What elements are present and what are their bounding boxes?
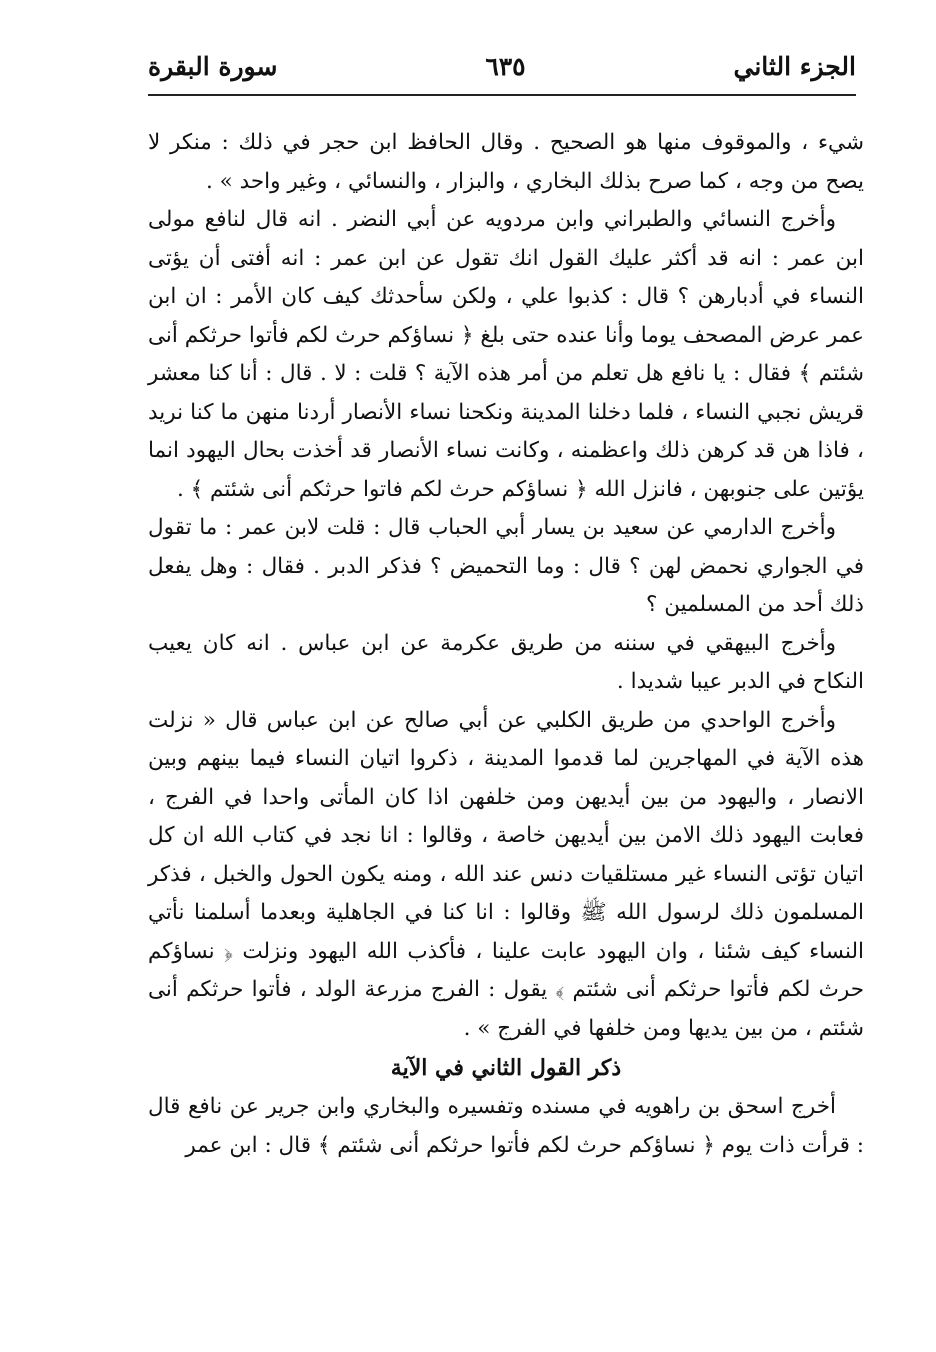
surah-title: سورة البقرة: [148, 51, 278, 81]
body-text: [148, 124, 864, 1165]
volume-title: الجزء الثاني: [733, 51, 856, 81]
paragraph: وأخرج الواحدي من طريق الكلبي عن أبي صالح عن ابن عباس قال « نزلت هذه الآية في المهاجرين لما قدموا المدينة ، ذكروا اتيان النساء فيما بينهم وبين الانصار ، واليهود من بين أيديهن ومن خلفهن اذا كان المأتى واحدا في الفرج ، فعابت اليهود ذلك الامن بين أيديهن خاصة ، وقالوا : انا نجد في كتاب الله ان كل اتيان تؤتى النساء غير مستلقيات دنس عند الله ، ومنه يكون الحول والخبل ، فذكر المسلمون ذلك لرسول الله ﷺ وقالوا : انا كنا في الجاهلية وبعدما أسلمنا نأتي النساء كيف شئنا ، وان اليهود عابت علينا ، فأكذب الله اليهود ونزلت ﴿ نساؤكم حرث لكم فأتوا حرثكم أنى شئتم ﴾ يقول : الفرج مزرعة الولد ، فأتوا حرثكم أنى شئتم ، من بين يديها ومن خلفها في الفرج » .: [148, 707, 864, 1041]
page-number: ٦٣٥: [485, 51, 526, 81]
paragraph: وأخرج النسائي والطبراني وابن مردويه عن أبي النضر . انه قال لنافع مولى ابن عمر : انه قد أكثر عليك القول انك تقول عن ابن عمر : انه أفتى أن يؤتى النساء في أدبارهن ؟ قال : كذبوا علي ، ولكن سأحدثك كيف كان الأمر : ان ابن عمر عرض المصحف يوما وأنا عنده حتى بلغ ﴿ نساؤكم حرث لكم فأتوا حرثكم أنى شئتم ﴾ فقال : يا نافع هل تعلم من أمر هذه الآية ؟ قلت : لا . قال : أنا كنا معشر قريش نجبي النساء ، فلما دخلنا المدينة ونكحنا نساء الأنصار أردنا منهن ما كنا نريد ، فاذا هن قد كرهن ذلك واعظمنه ، وكانت نساء الأنصار قد أخذت بحال اليهود انما يؤتين على جنوبهن ، فانزل الله ﴿ نساؤكم حرث لكم فاتوا حرثكم أنى شئتم ﴾ .: [148, 207, 864, 502]
paragraph: شيء ، والموقوف منها هو الصحيح . وقال الحافظ ابن حجر في ذلك : منكر لا يصح من وجه ، كما صرح بذلك البخاري ، والبزار ، والنسائي ، وغير واحد » .: [148, 130, 864, 194]
header-rule: [148, 94, 856, 96]
paragraph: أخرج اسحق بن راهويه في مسنده وتفسيره والبخاري وابن جرير عن نافع قال : قرأت ذات يوم ﴿ نساؤكم حرث لكم فأتوا حرثكم أنى شئتم ﴾ قال : ابن عمر: [148, 1094, 864, 1158]
paragraph: وأخرج الدارمي عن سعيد بن يسار أبي الحباب قال : قلت لابن عمر : ما تقول في الجواري نحمض لهن ؟ قال : وما التحميض ؟ فذكر الدبر . فقال : وهل يفعل ذلك أحد من المسلمين ؟: [148, 515, 864, 617]
paragraph: وأخرج البيهقي في سننه من طريق عكرمة عن ابن عباس . انه كان يعيب النكاح في الدبر عيبا شديدا .: [148, 630, 864, 694]
section-heading: ذكر القول الثاني في الآية: [390, 1055, 622, 1081]
running-head: [148, 40, 856, 92]
